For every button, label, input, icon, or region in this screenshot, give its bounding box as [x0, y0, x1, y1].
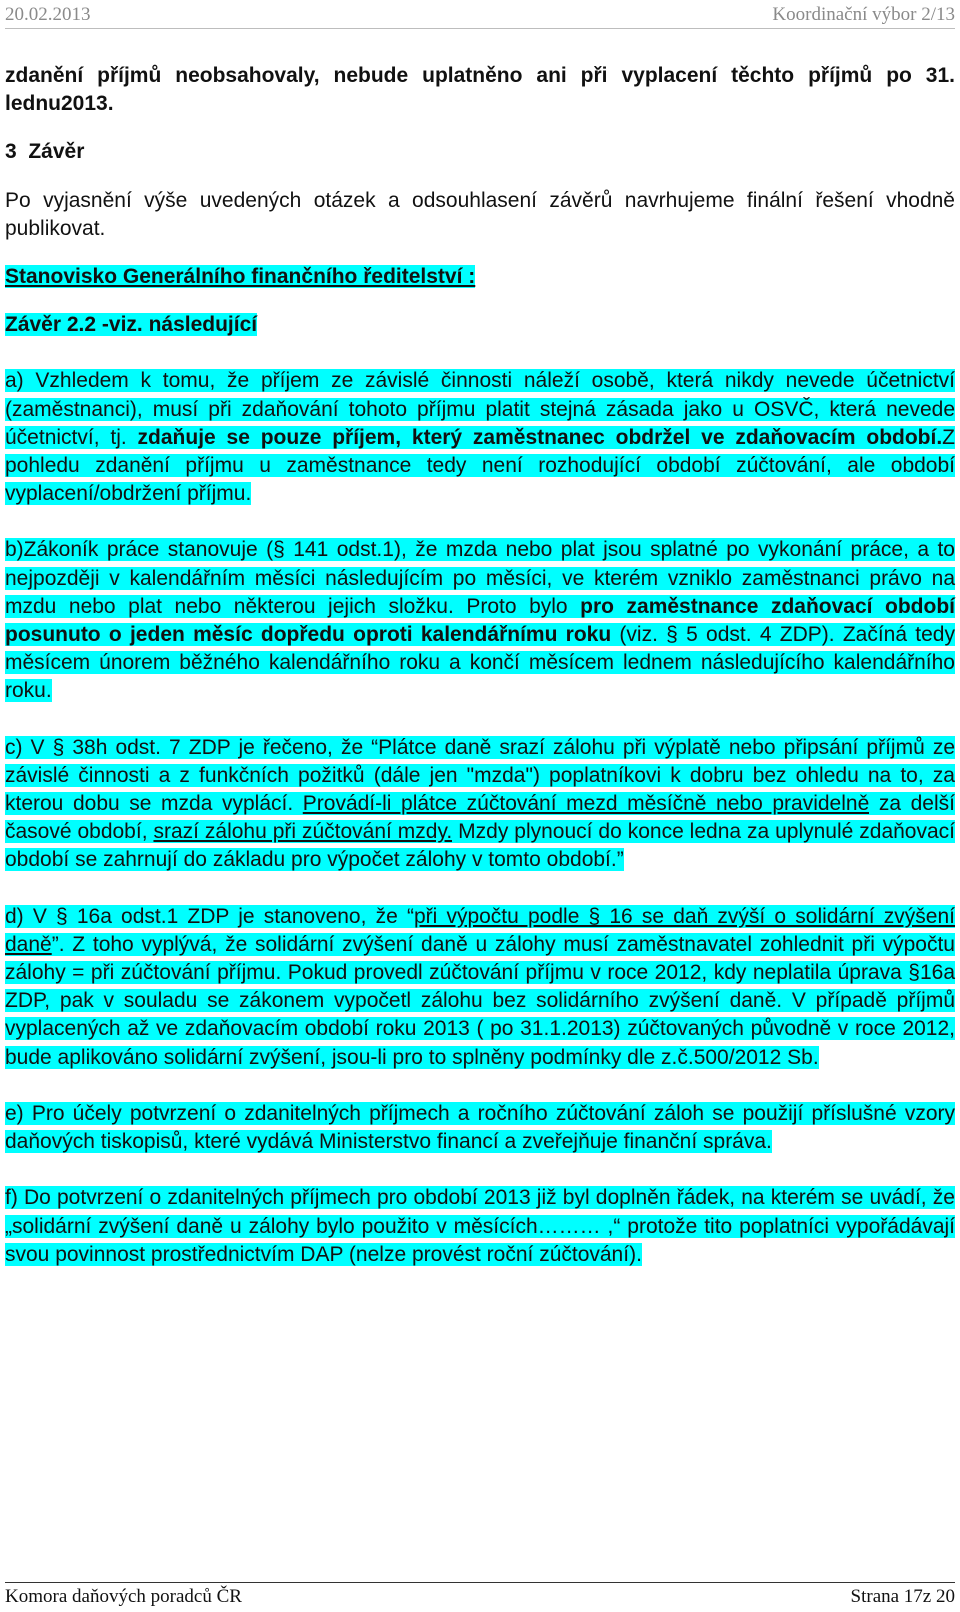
header-section: Koordinační výbor 2/13 — [772, 4, 955, 25]
paragraph-d-text2: ”. Z toho vyplývá, že solidární zvýšení daně u zálohy musí zaměstnavatel zohlednit při výpočtu zálohy = při zúčtování příjmu. Pokud provedl zúčtování příjmu v roce 2012, kdy neplatila úprava §16a ZDP, pak v souladu se zákonem vypočetl zálohu bez solidárního zvýšení daně. V případě příjmů vyplacených až ve zdaňovacím období roku 2013 ( po 31.1.2013) zúčtovaných původně v roce 2012, bude aplikováno solidární zvýšení, jsou-li pro to splněny podmínky dle z.č.500/2012 Sb. — [5, 932, 955, 1069]
paragraph-c-text1: c) V § 38h odst. 7 ZDP je řečeno, že “Plátce daně srazí zálohu při výplatě nebo připsání příjmů ze závislé činnosti a z funkčních požitků (dále jen "mzda") poplatníkovi k dobru bez ohledu na to, za kterou dobu se mzda vyplácí. — [5, 735, 955, 816]
header-date: 20.02.2013 — [5, 4, 91, 25]
footer-page-number: Strana 17z 20 — [850, 1586, 955, 1607]
stanovisko-heading: Stanovisko Generálního finančního ředitelství : — [5, 265, 476, 289]
paragraph-a-bold: zdaňuje se pouze příjem, který zaměstnanec obdržel ve zdaňovacím období. — [137, 425, 943, 449]
page-header — [5, 0, 955, 29]
paragraph-c-text2: za delší časové období, — [5, 792, 955, 844]
stanovisko-subheading: Závěr 2.2 -viz. následující — [5, 313, 258, 337]
paragraph-d-text1: d) V § 16a odst.1 ZDP je stanoveno, že “ — [5, 904, 414, 928]
footer-organization: Komora daňových poradců ČR — [5, 1586, 242, 1607]
paragraph-b — [5, 536, 955, 705]
paragraph-a-text2: Z pohledu zdanění příjmu u zaměstnance tedy není rozhodující období zúčtování, ale období vyplacení/obdržení příjmu. — [5, 425, 955, 506]
paragraph-e-text: e) Pro účely potvrzení o zdanitelných příjmech a ročního zúčtování záloh se použijí příslušné vzory daňových tiskopisů, které vydává Ministerstvo financí a zveřejňuje finanční správa. — [5, 1101, 955, 1154]
paragraph-c-underline2: srazí zálohu při zúčtování mzdy. — [153, 820, 453, 844]
paragraph-c-underline1: Provádí-li plátce zúčtování mezd měsíčně nebo pravidelně — [302, 792, 870, 816]
paragraph-b-text1: b)Zákoník práce stanovuje (§ 141 odst.1), že mzda nebo plat jsou splatné po vykonání práce, a to nejpozději v kalendářním měsíci následujícím po měsíci, ve kterém vzniklo zaměstnanci právo na mzdu nebo plat nebo některou jejich složku. Proto bylo — [5, 538, 955, 618]
paragraph-f — [5, 1184, 955, 1269]
paragraph-c — [5, 734, 955, 875]
intro-text: zdanění příjmů neobsahovaly, nebude uplatněno ani při vyplacení těchto příjmů po 31. lednu2013. — [5, 64, 955, 116]
paragraph-b-bold: pro zaměstnance zdaňovací období posunuto o jeden měsíc dopředu oproti kalendářnímu roku — [5, 594, 956, 647]
conclusion-text: Po vyjasnění výše uvedených otázek a odsouhlasení závěrů navrhujeme finální řešení vhodně publikovat. — [5, 188, 955, 240]
stanovisko-heading-line — [5, 263, 955, 291]
paragraph-e — [5, 1100, 955, 1156]
page-footer — [5, 1582, 955, 1612]
paragraph-b-text2: (viz. § 5 odst. 4 ZDP). Začíná tedy měsícem únorem běžného kalendářního roku a končí měsícem lednem následujícího kalendářního roku. — [5, 623, 955, 703]
paragraph-d-underline: při výpočtu podle § 16 se daň zvýší o solidární zvýšení daně — [5, 904, 955, 956]
paragraph-c-text3: Mzdy plynoucí do konce ledna za uplynulé zdaňovací období se zahrnují do základu pro výpočet zálohy v tomto období.” — [5, 820, 955, 872]
intro-paragraph — [5, 62, 955, 118]
conclusion-heading: 3 Závěr — [5, 140, 85, 164]
conclusion-paragraph — [5, 187, 955, 243]
paragraph-f-text: f) Do potvrzení o zdanitelných příjmech pro období 2013 již byl doplněn řádek, na kterém se uvádí, že „solidární zvýšení daně u zálohy bylo použito v měsících……… ,“ protože tito poplatníci vypořádávají svou povinnost prostřednictvím DAP (nelze provést roční zúčtování). — [5, 1186, 955, 1266]
stanovisko-subheading-line — [5, 311, 955, 339]
paragraph-a — [5, 367, 955, 508]
document-body — [5, 62, 955, 1269]
paragraph-a-text1: a) Vzhledem k tomu, že příjem ze závislé činnosti náleží osobě, která nikdy nevede účetnictví (zaměstnanci), musí při zdaňování tohoto příjmu platit stejná zásada jako u OSVČ, která nevede účetnictví, tj. — [5, 369, 955, 449]
paragraph-d — [5, 903, 955, 1072]
